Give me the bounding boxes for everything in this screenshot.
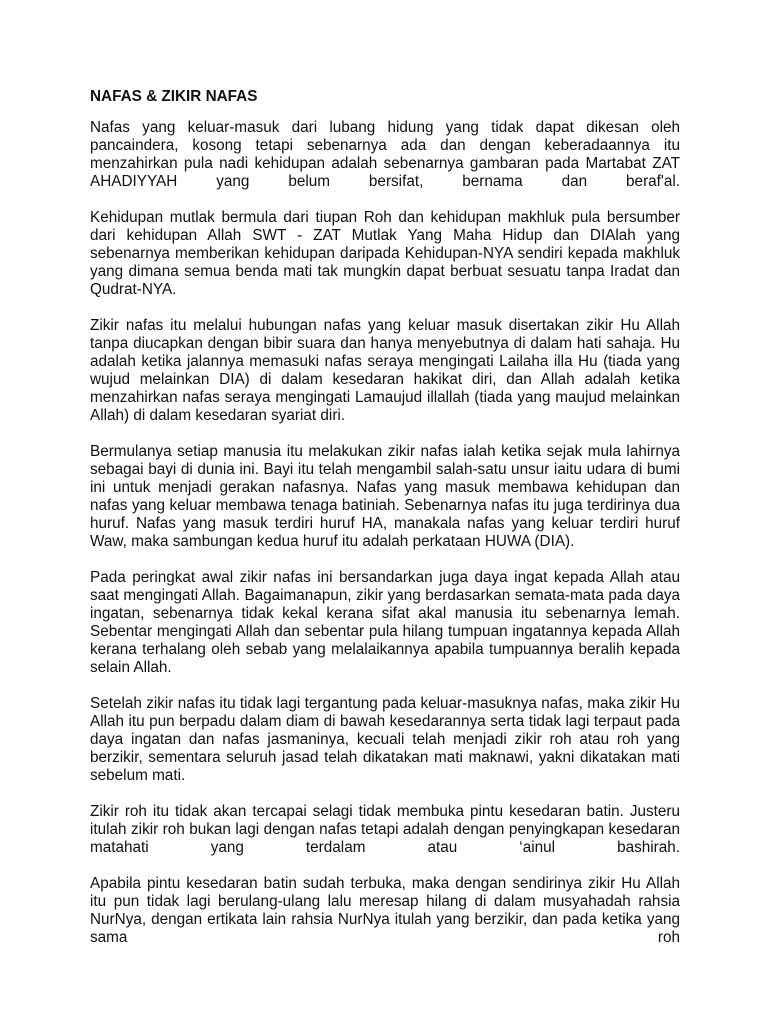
paragraph-4: Bermulanya setiap manusia itu melakukan zikir nafas ialah ketika sejak mula lahirnya sebagai bayi di dunia ini. Bayi itu telah mengambil salah-satu unsur iaitu udara di bumi ini untuk menjadi gerakan nafasnya. Nafas yang masuk membawa kehidupan dan nafas yang keluar membawa tenaga batiniah. Sebenarnya nafas itu juga terdirinya dua huruf. Nafas yang masuk terdiri huruf HA, manakala nafas yang keluar terdiri huruf Waw, maka sambungan kedua huruf itu adalah perkataan HUWA (DIA).	[90, 443, 680, 550]
paragraph-7: Zikir roh itu tidak akan tercapai selagi tidak membuka pintu kesedaran batin. Justeru itulah zikir roh bukan lagi dengan nafas tetapi adalah dengan penyingkapan kesedaran matahati yang terdalam atau ‘ainul bashirah.	[90, 803, 680, 856]
paragraph-3: Zikir nafas itu melalui hubungan nafas yang keluar masuk disertakan zikir Hu Allah tanpa diucapkan dengan bibir suara dan hanya menyebutnya di dalam hati sahaja. Hu adalah ketika jalannya memasuki nafas seraya mengingati Lailaha illa Hu (tiada yang wujud melainkan DIA) di dalam kesedaran hakikat diri, dan Allah adalah ketika menzahirkan nafas seraya mengingati Lamaujud illallah (tiada yang maujud melainkan Allah) di dalam kesedaran syariat diri.	[90, 317, 680, 424]
document-title: NAFAS & ZIKIR NAFAS	[90, 88, 258, 105]
paragraph-2: Kehidupan mutlak bermula dari tiupan Roh dan kehidupan makhluk pula bersumber dari kehidupan Allah SWT - ZAT Mutlak Yang Maha Hidup dan DIAlah yang sebenarnya memberikan kehidupan daripada Kehidupan-NYA sendiri kepada makhluk yang dimana semua benda mati tak mungkin dapat berbuat sesuatu tanpa Iradat dan Qudrat-NYA.	[90, 209, 680, 298]
paragraph-1: Nafas yang keluar-masuk dari lubang hidung yang tidak dapat dikesan oleh pancaindera, kosong tetapi sebenarnya ada dan dengan keberadaannya itu menzahirkan pula nadi kehidupan adalah sebenarnya gambaran pada Martabat ZAT AHADIYYAH yang belum bersifat, bernama dan beraf'al.	[90, 119, 680, 190]
paragraph-6: Setelah zikir nafas itu tidak lagi tergantung pada keluar-masuknya nafas, maka zikir Hu Allah itu pun berpadu dalam diam di bawah kesedarannya serta tidak lagi terpaut pada daya ingatan dan nafas jasmaninya, kecuali telah menjadi zikir roh atau roh yang berzikir, sementara seluruh jasad telah dikatakan mati maknawi, yakni dikatakan mati sebelum mati.	[90, 695, 680, 784]
document-page	[90, 88, 680, 965]
paragraph-8: Apabila pintu kesedaran batin sudah terbuka, maka dengan sendirinya zikir Hu Allah itu pun tidak lagi berulang-ulang lalu meresap hilang di dalam musyahadah rahsia NurNya, dengan ertikata lain rahsia NurNya itulah yang berzikir, dan pada ketika yang sama roh	[90, 875, 680, 946]
paragraph-5: Pada peringkat awal zikir nafas ini bersandarkan juga daya ingat kepada Allah atau saat mengingati Allah. Bagaimanapun, zikir yang berdasarkan semata-mata pada daya ingatan, sebenarnya tidak kekal kerana sifat akal manusia itu sebenarnya lemah. Sebentar mengingati Allah dan sebentar pula hilang tumpuan ingatannya kepada Allah kerana terhalang oleh sebab yang melalaikannya apabila tumpuannya beralih kepada selain Allah.	[90, 569, 680, 676]
